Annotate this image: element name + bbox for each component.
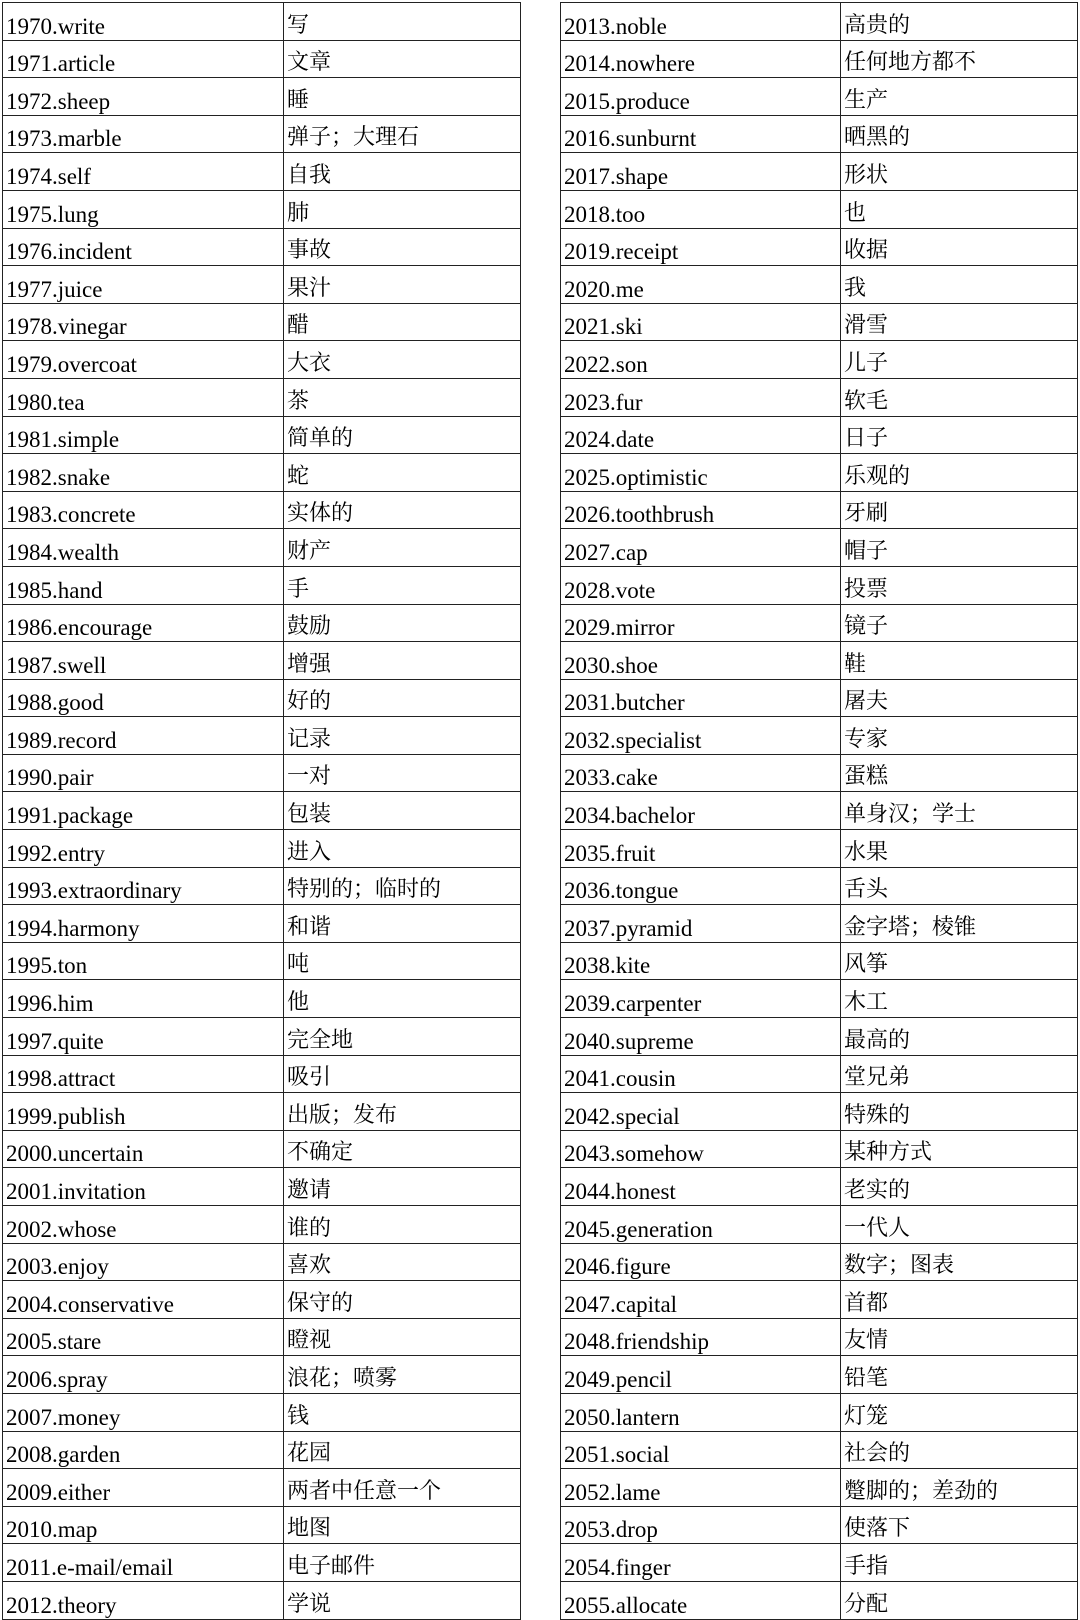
table-row — [3, 1055, 521, 1093]
table-row — [561, 566, 1078, 604]
chinese-meaning-cell: 某种方式 — [841, 1130, 1078, 1168]
table-row — [561, 416, 1078, 454]
chinese-meaning-cell: 事故 — [284, 228, 521, 266]
chinese-meaning-cell: 完全地 — [284, 1018, 521, 1056]
english-word-cell: 2038.kite — [561, 942, 841, 980]
english-word-cell: 1996.him — [3, 980, 284, 1018]
chinese-meaning-cell: 钱 — [284, 1393, 521, 1431]
chinese-meaning-cell: 喜欢 — [284, 1243, 521, 1281]
table-row — [561, 905, 1078, 943]
english-word-cell: 2049.pencil — [561, 1356, 841, 1394]
chinese-meaning-cell: 手 — [284, 566, 521, 604]
english-word-cell: 2055.allocate — [561, 1581, 841, 1619]
chinese-meaning-cell: 日子 — [841, 416, 1078, 454]
table-row — [561, 1506, 1078, 1544]
table-row — [561, 1393, 1078, 1431]
chinese-meaning-cell: 醋 — [284, 303, 521, 341]
chinese-meaning-cell: 生产 — [841, 78, 1078, 116]
table-row — [3, 266, 521, 304]
english-word-cell: 2014.nowhere — [561, 40, 841, 78]
table-row — [561, 40, 1078, 78]
table-row — [561, 679, 1078, 717]
table-row — [3, 153, 521, 191]
table-row — [3, 980, 521, 1018]
table-row — [561, 1168, 1078, 1206]
english-word-cell: 2011.e-mail/email — [3, 1544, 284, 1582]
english-word-cell: 2025.optimistic — [561, 454, 841, 492]
chinese-meaning-cell: 帽子 — [841, 529, 1078, 567]
english-word-cell: 2013.noble — [561, 3, 841, 41]
table-row — [3, 1581, 521, 1619]
table-row — [3, 491, 521, 529]
english-word-cell: 1971.article — [3, 40, 284, 78]
english-word-cell: 1981.simple — [3, 416, 284, 454]
english-word-cell: 2034.bachelor — [561, 792, 841, 830]
english-word-cell: 1976.incident — [3, 228, 284, 266]
table-row — [561, 604, 1078, 642]
table-row — [3, 1168, 521, 1206]
chinese-meaning-cell: 水果 — [841, 830, 1078, 868]
chinese-meaning-cell: 邀请 — [284, 1168, 521, 1206]
chinese-meaning-cell: 使落下 — [841, 1506, 1078, 1544]
english-word-cell: 2003.enjoy — [3, 1243, 284, 1281]
chinese-meaning-cell: 高贵的 — [841, 3, 1078, 41]
chinese-meaning-cell: 镜子 — [841, 604, 1078, 642]
table-row — [561, 1318, 1078, 1356]
chinese-meaning-cell: 学说 — [284, 1581, 521, 1619]
table-row — [561, 1055, 1078, 1093]
english-word-cell: 1979.overcoat — [3, 341, 284, 379]
english-word-cell: 2024.date — [561, 416, 841, 454]
chinese-meaning-cell: 记录 — [284, 717, 521, 755]
table-row — [3, 1318, 521, 1356]
table-row — [561, 153, 1078, 191]
table-row — [3, 1506, 521, 1544]
table-row — [3, 1431, 521, 1469]
chinese-meaning-cell: 分配 — [841, 1581, 1078, 1619]
english-word-cell: 2041.cousin — [561, 1055, 841, 1093]
chinese-meaning-cell: 出版；发布 — [284, 1093, 521, 1131]
table-row — [561, 754, 1078, 792]
chinese-meaning-cell: 写 — [284, 3, 521, 41]
english-word-cell: 2037.pyramid — [561, 905, 841, 943]
chinese-meaning-cell: 财产 — [284, 529, 521, 567]
english-word-cell: 2030.shoe — [561, 642, 841, 680]
chinese-meaning-cell: 友情 — [841, 1318, 1078, 1356]
chinese-meaning-cell: 单身汉；学士 — [841, 792, 1078, 830]
english-word-cell: 2008.garden — [3, 1431, 284, 1469]
english-word-cell: 2000.uncertain — [3, 1130, 284, 1168]
table-row — [561, 78, 1078, 116]
table-row — [3, 1018, 521, 1056]
vocab-table-left-body — [3, 3, 521, 1620]
chinese-meaning-cell: 金字塔；棱锥 — [841, 905, 1078, 943]
english-word-cell: 1989.record — [3, 717, 284, 755]
chinese-meaning-cell: 收据 — [841, 228, 1078, 266]
table-row — [561, 1431, 1078, 1469]
english-word-cell: 2027.cap — [561, 529, 841, 567]
chinese-meaning-cell: 老实的 — [841, 1168, 1078, 1206]
chinese-meaning-cell: 专家 — [841, 717, 1078, 755]
chinese-meaning-cell: 一对 — [284, 754, 521, 792]
chinese-meaning-cell: 增强 — [284, 642, 521, 680]
english-word-cell: 2031.butcher — [561, 679, 841, 717]
chinese-meaning-cell: 蛇 — [284, 454, 521, 492]
english-word-cell: 2005.stare — [3, 1318, 284, 1356]
chinese-meaning-cell: 和谐 — [284, 905, 521, 943]
chinese-meaning-cell: 手指 — [841, 1544, 1078, 1582]
table-row — [3, 792, 521, 830]
table-row — [561, 1581, 1078, 1619]
chinese-meaning-cell: 舌头 — [841, 867, 1078, 905]
english-word-cell: 2042.special — [561, 1093, 841, 1131]
chinese-meaning-cell: 一代人 — [841, 1206, 1078, 1244]
chinese-meaning-cell: 睡 — [284, 78, 521, 116]
chinese-meaning-cell: 最高的 — [841, 1018, 1078, 1056]
english-word-cell: 2053.drop — [561, 1506, 841, 1544]
english-word-cell: 2018.too — [561, 190, 841, 228]
english-word-cell: 1994.harmony — [3, 905, 284, 943]
table-row — [561, 190, 1078, 228]
table-row — [561, 303, 1078, 341]
english-word-cell: 2044.honest — [561, 1168, 841, 1206]
table-row — [561, 1281, 1078, 1319]
table-row — [3, 604, 521, 642]
table-row — [3, 454, 521, 492]
english-word-cell: 2021.ski — [561, 303, 841, 341]
chinese-meaning-cell: 蛋糕 — [841, 754, 1078, 792]
english-word-cell: 2023.fur — [561, 378, 841, 416]
chinese-meaning-cell: 两者中任意一个 — [284, 1469, 521, 1507]
english-word-cell: 2040.supreme — [561, 1018, 841, 1056]
table-row — [3, 717, 521, 755]
table-row — [561, 454, 1078, 492]
chinese-meaning-cell: 吸引 — [284, 1055, 521, 1093]
english-word-cell: 1987.swell — [3, 642, 284, 680]
table-row — [561, 228, 1078, 266]
table-row — [3, 1243, 521, 1281]
table-row — [3, 228, 521, 266]
table-row — [3, 642, 521, 680]
english-word-cell: 2028.vote — [561, 566, 841, 604]
table-row — [561, 1018, 1078, 1056]
chinese-meaning-cell: 软毛 — [841, 378, 1078, 416]
english-word-cell: 1993.extraordinary — [3, 867, 284, 905]
chinese-meaning-cell: 地图 — [284, 1506, 521, 1544]
chinese-meaning-cell: 文章 — [284, 40, 521, 78]
english-word-cell: 2054.finger — [561, 1544, 841, 1582]
english-word-cell: 2039.carpenter — [561, 980, 841, 1018]
table-row — [3, 942, 521, 980]
english-word-cell: 2032.specialist — [561, 717, 841, 755]
table-row — [561, 115, 1078, 153]
table-row — [561, 529, 1078, 567]
table-row — [561, 830, 1078, 868]
english-word-cell: 1984.wealth — [3, 529, 284, 567]
table-row — [561, 266, 1078, 304]
chinese-meaning-cell: 茶 — [284, 378, 521, 416]
chinese-meaning-cell: 特殊的 — [841, 1093, 1078, 1131]
chinese-meaning-cell: 滑雪 — [841, 303, 1078, 341]
chinese-meaning-cell: 也 — [841, 190, 1078, 228]
chinese-meaning-cell: 首都 — [841, 1281, 1078, 1319]
english-word-cell: 2026.toothbrush — [561, 491, 841, 529]
table-row — [561, 1206, 1078, 1244]
chinese-meaning-cell: 形状 — [841, 153, 1078, 191]
vocab-table-right — [560, 2, 1078, 1620]
english-word-cell: 2016.sunburnt — [561, 115, 841, 153]
english-word-cell: 2004.conservative — [3, 1281, 284, 1319]
table-row — [3, 1130, 521, 1168]
english-word-cell: 2036.tongue — [561, 867, 841, 905]
english-word-cell: 2002.whose — [3, 1206, 284, 1244]
chinese-meaning-cell: 包装 — [284, 792, 521, 830]
english-word-cell: 2010.map — [3, 1506, 284, 1544]
chinese-meaning-cell: 大衣 — [284, 341, 521, 379]
table-row — [561, 1130, 1078, 1168]
chinese-meaning-cell: 他 — [284, 980, 521, 1018]
table-row — [3, 1544, 521, 1582]
english-word-cell: 1991.package — [3, 792, 284, 830]
english-word-cell: 2017.shape — [561, 153, 841, 191]
english-word-cell: 1973.marble — [3, 115, 284, 153]
english-word-cell: 2007.money — [3, 1393, 284, 1431]
english-word-cell: 1977.juice — [3, 266, 284, 304]
chinese-meaning-cell: 不确定 — [284, 1130, 521, 1168]
chinese-meaning-cell: 花园 — [284, 1431, 521, 1469]
english-word-cell: 1985.hand — [3, 566, 284, 604]
table-row — [3, 754, 521, 792]
chinese-meaning-cell: 简单的 — [284, 416, 521, 454]
english-word-cell: 1986.encourage — [3, 604, 284, 642]
table-row — [3, 867, 521, 905]
chinese-meaning-cell: 堂兄弟 — [841, 1055, 1078, 1093]
english-word-cell: 2022.son — [561, 341, 841, 379]
english-word-cell: 2009.either — [3, 1469, 284, 1507]
chinese-meaning-cell: 自我 — [284, 153, 521, 191]
chinese-meaning-cell: 儿子 — [841, 341, 1078, 379]
chinese-meaning-cell: 电子邮件 — [284, 1544, 521, 1582]
chinese-meaning-cell: 好的 — [284, 679, 521, 717]
english-word-cell: 2019.receipt — [561, 228, 841, 266]
table-row — [561, 1243, 1078, 1281]
table-row — [3, 303, 521, 341]
chinese-meaning-cell: 弹子；大理石 — [284, 115, 521, 153]
chinese-meaning-cell: 谁的 — [284, 1206, 521, 1244]
table-row — [561, 491, 1078, 529]
chinese-meaning-cell: 浪花；喷雾 — [284, 1356, 521, 1394]
table-row — [3, 566, 521, 604]
chinese-meaning-cell: 风筝 — [841, 942, 1078, 980]
table-row — [3, 40, 521, 78]
english-word-cell: 1999.publish — [3, 1093, 284, 1131]
table-row — [3, 378, 521, 416]
table-row — [3, 1281, 521, 1319]
english-word-cell: 2048.friendship — [561, 1318, 841, 1356]
table-row — [3, 679, 521, 717]
chinese-meaning-cell: 数字；图表 — [841, 1243, 1078, 1281]
english-word-cell: 1982.snake — [3, 454, 284, 492]
chinese-meaning-cell: 瞪视 — [284, 1318, 521, 1356]
english-word-cell: 2051.social — [561, 1431, 841, 1469]
chinese-meaning-cell: 牙刷 — [841, 491, 1078, 529]
chinese-meaning-cell: 鼓励 — [284, 604, 521, 642]
english-word-cell: 1970.write — [3, 3, 284, 41]
table-row — [3, 416, 521, 454]
english-word-cell: 2043.somehow — [561, 1130, 841, 1168]
table-row — [561, 3, 1078, 41]
table-row — [3, 830, 521, 868]
english-word-cell: 2033.cake — [561, 754, 841, 792]
table-row — [561, 867, 1078, 905]
table-row — [3, 3, 521, 41]
english-word-cell: 1972.sheep — [3, 78, 284, 116]
english-word-cell: 2035.fruit — [561, 830, 841, 868]
english-word-cell: 1992.entry — [3, 830, 284, 868]
english-word-cell: 2029.mirror — [561, 604, 841, 642]
table-row — [561, 980, 1078, 1018]
chinese-meaning-cell: 晒黑的 — [841, 115, 1078, 153]
chinese-meaning-cell: 果汁 — [284, 266, 521, 304]
chinese-meaning-cell: 特别的；临时的 — [284, 867, 521, 905]
table-row — [561, 1469, 1078, 1507]
table-row — [561, 717, 1078, 755]
table-row — [3, 78, 521, 116]
table-row — [3, 1093, 521, 1131]
chinese-meaning-cell: 蹩脚的；差劲的 — [841, 1469, 1078, 1507]
table-row — [3, 190, 521, 228]
chinese-meaning-cell: 肺 — [284, 190, 521, 228]
table-row — [3, 115, 521, 153]
english-word-cell: 2046.figure — [561, 1243, 841, 1281]
english-word-cell: 1998.attract — [3, 1055, 284, 1093]
table-row — [561, 1093, 1078, 1131]
chinese-meaning-cell: 屠夫 — [841, 679, 1078, 717]
table-row — [561, 1356, 1078, 1394]
table-row — [3, 1469, 521, 1507]
english-word-cell: 1975.lung — [3, 190, 284, 228]
english-word-cell: 1980.tea — [3, 378, 284, 416]
chinese-meaning-cell: 我 — [841, 266, 1078, 304]
english-word-cell: 2012.theory — [3, 1581, 284, 1619]
table-row — [3, 341, 521, 379]
english-word-cell: 1988.good — [3, 679, 284, 717]
chinese-meaning-cell: 木工 — [841, 980, 1078, 1018]
table-row — [3, 905, 521, 943]
chinese-meaning-cell: 社会的 — [841, 1431, 1078, 1469]
table-row — [3, 529, 521, 567]
english-word-cell: 1978.vinegar — [3, 303, 284, 341]
chinese-meaning-cell: 投票 — [841, 566, 1078, 604]
table-row — [561, 942, 1078, 980]
english-word-cell: 1983.concrete — [3, 491, 284, 529]
english-word-cell: 1997.quite — [3, 1018, 284, 1056]
english-word-cell: 1974.self — [3, 153, 284, 191]
chinese-meaning-cell: 保守的 — [284, 1281, 521, 1319]
table-row — [561, 378, 1078, 416]
vocab-table-right-body — [561, 3, 1078, 1620]
chinese-meaning-cell: 鞋 — [841, 642, 1078, 680]
chinese-meaning-cell: 乐观的 — [841, 454, 1078, 492]
english-word-cell: 1995.ton — [3, 942, 284, 980]
chinese-meaning-cell: 铅笔 — [841, 1356, 1078, 1394]
table-row — [561, 642, 1078, 680]
chinese-meaning-cell: 吨 — [284, 942, 521, 980]
english-word-cell: 2006.spray — [3, 1356, 284, 1394]
vocab-table-left — [2, 2, 521, 1620]
chinese-meaning-cell: 任何地方都不 — [841, 40, 1078, 78]
table-row — [3, 1356, 521, 1394]
english-word-cell: 2020.me — [561, 266, 841, 304]
table-row — [3, 1393, 521, 1431]
english-word-cell: 1990.pair — [3, 754, 284, 792]
chinese-meaning-cell: 实体的 — [284, 491, 521, 529]
english-word-cell: 2001.invitation — [3, 1168, 284, 1206]
english-word-cell: 2015.produce — [561, 78, 841, 116]
table-row — [561, 792, 1078, 830]
chinese-meaning-cell: 灯笼 — [841, 1393, 1078, 1431]
english-word-cell: 2050.lantern — [561, 1393, 841, 1431]
table-row — [3, 1206, 521, 1244]
english-word-cell: 2045.generation — [561, 1206, 841, 1244]
table-row — [561, 1544, 1078, 1582]
english-word-cell: 2052.lame — [561, 1469, 841, 1507]
table-row — [561, 341, 1078, 379]
english-word-cell: 2047.capital — [561, 1281, 841, 1319]
chinese-meaning-cell: 进入 — [284, 830, 521, 868]
